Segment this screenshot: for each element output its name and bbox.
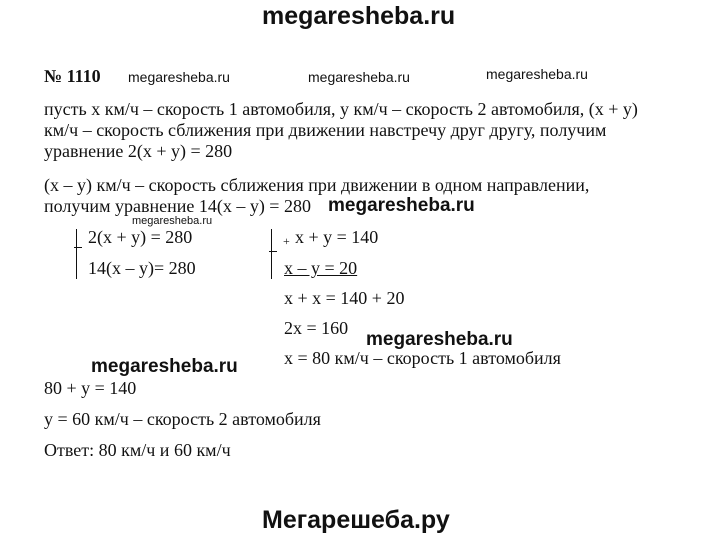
watermark: megaresheba.ru xyxy=(486,66,588,82)
equation: 14(х – у)= 280 xyxy=(88,258,196,278)
problem-number: № 1110 xyxy=(44,66,101,86)
answer: Ответ: 80 км/ч и 60 км/ч xyxy=(44,440,231,460)
problem-line: уравнение 2(х + у) = 280 xyxy=(44,141,233,161)
problem-line: (х – у) км/ч – скорость сближения при движении в одном направлении, xyxy=(44,175,590,195)
watermark: megaresheba.ru xyxy=(308,69,410,85)
equation: 2х = 160 xyxy=(284,318,349,338)
equation: х = 80 км/ч – скорость 1 автомобиля xyxy=(284,348,561,368)
equation: у = 60 км/ч – скорость 2 автомобиля xyxy=(44,409,321,429)
problem-line: пусть х км/ч – скорость 1 автомобиля, у км/ч – скорость 2 автомобиля, (х + у) xyxy=(44,99,638,119)
brace-tip xyxy=(74,247,82,248)
watermark: megaresheba.ru xyxy=(328,195,475,216)
site-title: megaresheba.ru xyxy=(262,2,456,30)
equation: 2(х + у) = 280 xyxy=(88,227,193,247)
system-brace xyxy=(271,229,272,279)
equation: 80 + у = 140 xyxy=(44,378,137,398)
footer-title: Мегарешеба.ру xyxy=(262,506,450,534)
watermark: megaresheba.ru xyxy=(91,356,238,377)
equation: х + у = 140 xyxy=(295,227,379,247)
plus-sign: + xyxy=(283,234,290,248)
watermark: megaresheba.ru xyxy=(132,215,213,227)
problem-line: получим уравнение 14(х – у) = 280 xyxy=(44,196,311,216)
equation: х + х = 140 + 20 xyxy=(284,288,405,308)
problem-line: км/ч – скорость сближения при движении навстречу друг другу, получим xyxy=(44,120,607,140)
watermark: megaresheba.ru xyxy=(128,69,230,85)
equation: х – у = 20 xyxy=(284,258,358,278)
watermark: megaresheba.ru xyxy=(366,329,513,350)
brace-tip xyxy=(269,251,277,252)
system-brace xyxy=(76,229,77,279)
